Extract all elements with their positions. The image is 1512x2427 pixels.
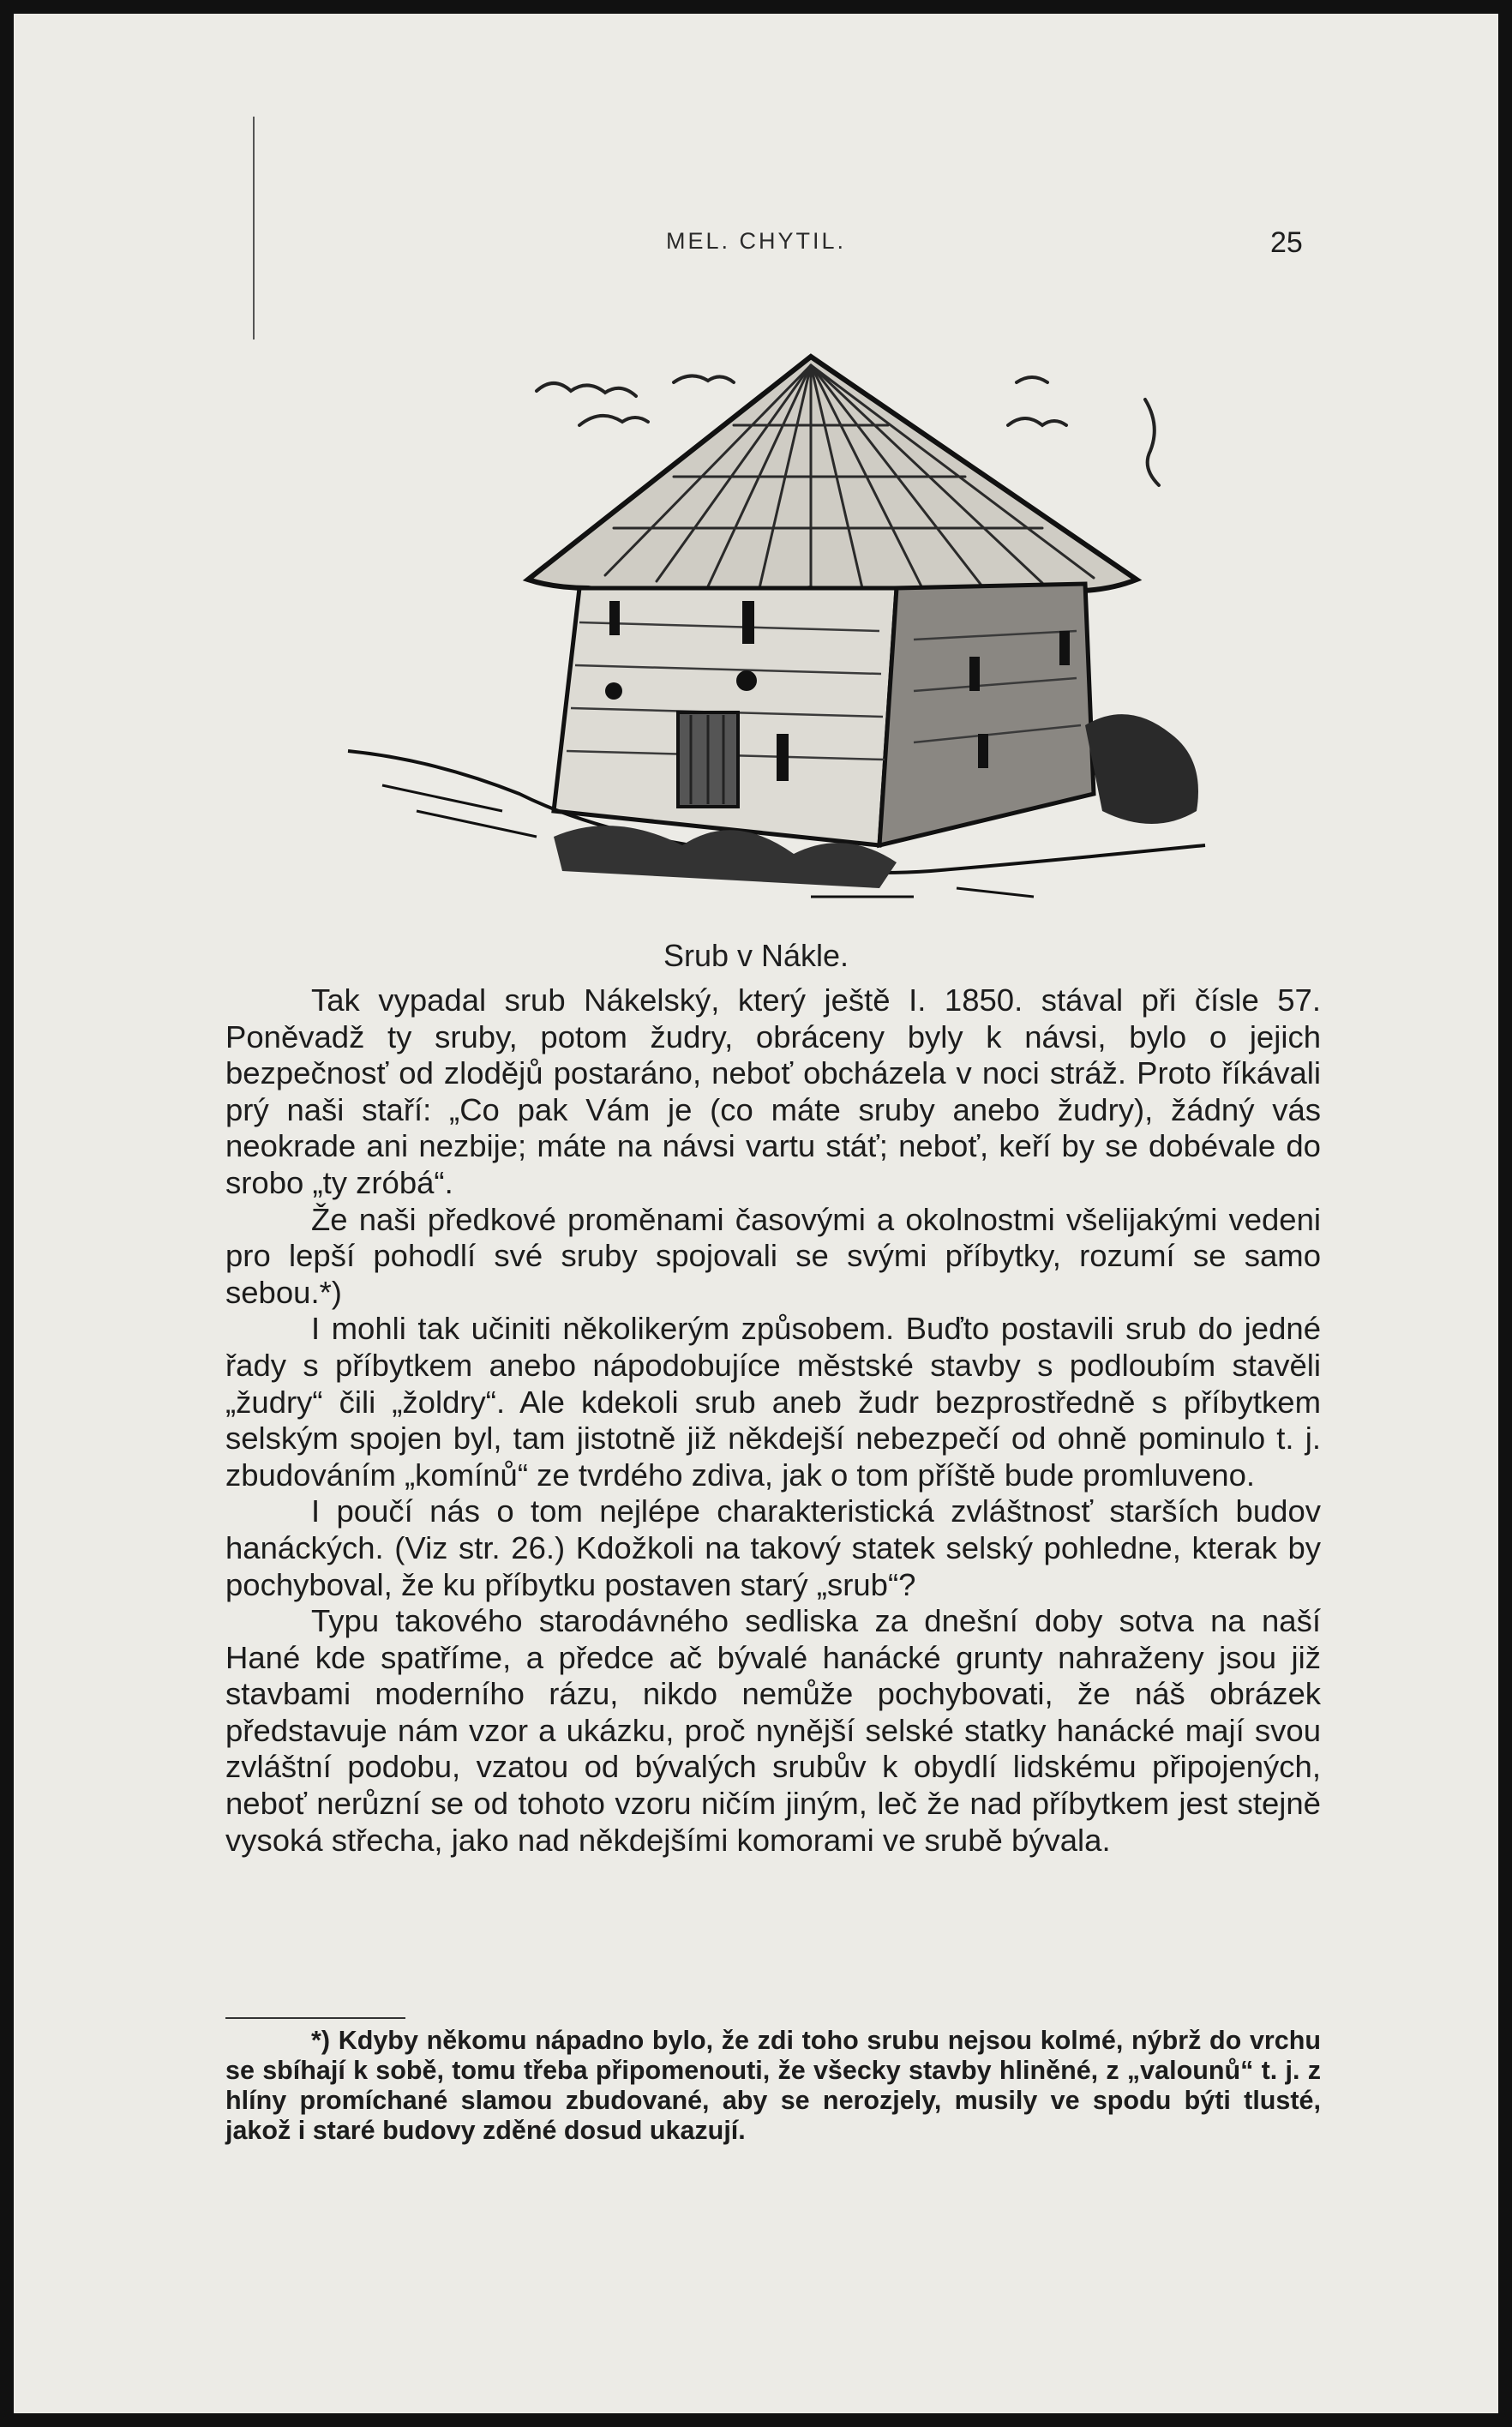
- figure-caption: Srub v Nákle.: [663, 938, 849, 973]
- footnote-text: *) Kdyby někomu nápadno bylo, že zdi toho srubu nejsou kolmé, nýbrž do vrchu se sbíhají k sobě, tomu třeba připomenouti, že všecky stavby hliněné, z „valounů“ t. j. z hlíny promíchané slamou zbudované, aby se nerozjely, musily ve spodu býti tlusté, jakož i staré budovy zděné dosud ukazují.: [225, 2026, 1321, 2145]
- running-head: MEL. CHYTIL.: [665, 228, 847, 254]
- paragraph-5: Typu takového starodávného sedliska za dnešní doby sotva na naší Hané kde spatříme, a předce ač bývalé hanácké grunty nahraženy jsou již stavbami moderního rázu, nikdo nemůže pochybovati, že náš obrázek představuje nám vzor a ukázku, proč nynější selské statky hanácké mají svou zvláštní podobu, vzatou od bývalých srubův k obydlí lidskému připojených, neboť nerůzní se od tohoto vzoru ničím jiným, leč že nad příbytkem jest stejně vysoká střecha, jako nad někdejšími komorami ve srubě bývala.: [225, 1603, 1321, 1858]
- paragraph-2: Že naši předkové proměnami časovými a okolnostmi všelijakými vedeni pro lepší pohodlí své sruby spojovali se svými příbytky, rozumí se samo sebou.*): [225, 1201, 1321, 1310]
- page-number: 25: [1270, 226, 1303, 259]
- paragraph-3: I mohli tak učiniti několikerým způsobem. Buďto postavili srub do jedné řady s příbytkem anebo nápodobujíce městské stavby s podloubím stavěli „žudry“ čili „žoldry“. Ale kdekoli srub aneb žudr bezprostředně s příbytkem selským spojen byl, tam jistotně již někdejší nebezpečí od ohně pominulo t. j. zbudováním „komínů“ ze tvrdého zdiva, jak o tom příště bude promluveno.: [225, 1311, 1321, 1493]
- srub-illustration: [331, 331, 1222, 922]
- book-page: [14, 14, 1498, 2413]
- paragraph-1: Tak vypadal srub Nákelský, který ještě I. 1850. stával při čísle 57. Poněvadž ty sruby, potom žudry, obráceny byly k návsi, bylo o jejich bezpečnosť od zlodějů postaráno, neboť obcházela v noci stráž. Proto říkávali prý naši staří: „Co pak Vám je (co máte sruby anebo žudry), žádný vás neokrade ani nezbije; máte na návsi vartu stáť; neboť, keří by se dobévale do srobo „ty zróbá“.: [225, 982, 1321, 1200]
- body-text: [225, 982, 1321, 1859]
- paragraph-4: I poučí nás o tom nejlépe charakteristická zvláštnosť starších budov hanáckých. (Viz str. 26.) Kdožkoli na takový statek selský pohledne, kterak by pochyboval, že ku příbytku postaven starý „srub“?: [225, 1493, 1321, 1602]
- footnote: [225, 2026, 1321, 2146]
- footnote-rule: [225, 2017, 405, 2019]
